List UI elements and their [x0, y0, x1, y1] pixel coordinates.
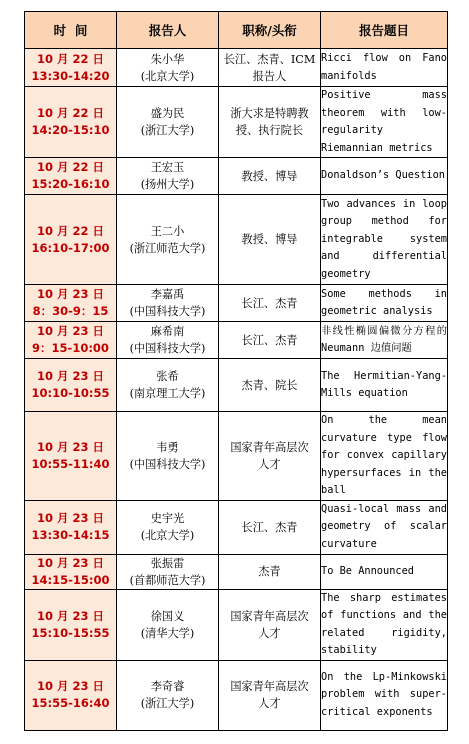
speaker-position: 报告人	[252, 69, 287, 83]
session-time-cell	[25, 195, 117, 285]
position-cell	[219, 49, 321, 87]
speaker-position: 教授、博导	[241, 233, 298, 246]
table-row	[25, 412, 448, 501]
session-date: 10 月 22 日	[36, 223, 105, 238]
session-time-cell	[25, 322, 117, 359]
talk-title-cell	[321, 660, 448, 730]
session-date: 10 月 23 日	[36, 287, 105, 301]
speaker-position: 人才	[258, 457, 281, 471]
session-time: 14:15-15:00	[31, 572, 110, 587]
speaker-cell	[117, 87, 219, 158]
speaker-name: 王宏玉	[150, 161, 185, 174]
speaker-position: 国家青年高层次	[230, 440, 309, 454]
talk-title-cell	[321, 589, 448, 660]
table-row	[25, 195, 448, 285]
session-time: 9：15-10:00	[32, 341, 109, 355]
talk-title: To Be Announced	[321, 564, 414, 577]
table-row	[25, 49, 448, 87]
talk-title-cell	[321, 554, 448, 589]
talk-title: Two advances in loop group method for integrable system and differential geometry	[321, 197, 447, 280]
talk-title: Quasi-local mass and geometry of scalar curvature	[321, 502, 447, 550]
speaker-position: 杰青	[258, 565, 281, 578]
talk-title-cell	[321, 412, 448, 501]
position-cell	[219, 195, 321, 285]
session-date: 10 月 22 日	[36, 106, 105, 120]
speaker-cell	[117, 500, 219, 554]
talk-title: Some methods in geometric analysis	[321, 287, 447, 317]
speaker-position: 长江、杰青	[241, 296, 298, 310]
session-time: 13:30-14:15	[31, 528, 110, 542]
speaker-cell	[117, 322, 219, 359]
table-row	[25, 589, 448, 660]
session-time-cell	[25, 554, 117, 589]
speaker-name: 朱小华	[150, 52, 185, 66]
session-time: 8：30-9：15	[32, 304, 109, 318]
speaker-affiliation: (北京大学)	[140, 69, 195, 83]
session-time: 15:55-16:40	[31, 696, 110, 710]
position-cell	[219, 554, 321, 589]
position-cell	[219, 87, 321, 158]
speaker-position: 长江、杰青	[241, 520, 298, 534]
speaker-name: 张振雷	[150, 556, 185, 570]
session-date: 10 月 23 日	[36, 555, 105, 570]
speaker-position: 杰青、院长	[241, 378, 298, 392]
position-cell	[219, 500, 321, 554]
speaker-cell	[117, 660, 219, 730]
speaker-position: 人才	[258, 697, 281, 710]
table-row	[25, 500, 448, 554]
header-title: 报告题目	[321, 12, 448, 49]
session-date: 10 月 23 日	[36, 679, 105, 693]
session-date: 10 月 23 日	[36, 324, 105, 338]
position-cell	[219, 158, 321, 195]
speaker-cell	[117, 49, 219, 87]
speaker-affiliation: (浙江师范大学)	[129, 241, 206, 255]
speaker-position: 授、执行院长	[235, 124, 304, 137]
talk-title: Ricci flow on Fano manifolds	[321, 52, 447, 82]
speaker-affiliation: (浙江大学)	[140, 697, 195, 710]
speaker-position: 国家青年高层次	[230, 609, 309, 623]
talk-title-cell	[321, 87, 448, 158]
talk-title: On the Lp-Minkowski problem with super-critical exponents	[321, 670, 447, 718]
talk-title: Positive mass theorem with low-regularity Riemannian metrics	[321, 89, 447, 154]
session-date: 10 月 23 日	[36, 369, 105, 383]
talk-title-cell	[321, 285, 448, 322]
table-row	[25, 660, 448, 730]
talk-title: The sharp estimates of functions and the related rigidity, stability	[321, 591, 447, 656]
speaker-cell	[117, 158, 219, 195]
header-speaker: 报告人	[117, 12, 219, 49]
speaker-affiliation: (北京大学)	[140, 529, 195, 542]
speaker-cell	[117, 554, 219, 589]
talk-title: The Hermitian-Yang-Mills equation	[321, 369, 447, 399]
talk-title-cell	[321, 322, 448, 359]
speaker-name: 李嘉禹	[150, 288, 185, 301]
talk-title-cell	[321, 158, 448, 195]
speaker-position: 教授、博导	[241, 169, 298, 183]
position-cell	[219, 285, 321, 322]
speaker-position: 国家青年高层次	[230, 680, 309, 693]
header-position: 职称/头衔	[219, 12, 321, 49]
session-time-cell	[25, 500, 117, 554]
speaker-affiliation: (首都师范大学)	[129, 573, 206, 587]
speaker-affiliation: (扬州大学)	[140, 178, 195, 191]
speaker-name: 徐国义	[150, 609, 185, 623]
header-row	[25, 12, 448, 49]
session-time-cell	[25, 285, 117, 322]
talk-title: Donaldson’s Question	[321, 169, 445, 182]
speaker-name: 麻希南	[150, 325, 185, 338]
speaker-affiliation: (清华大学)	[140, 626, 195, 640]
table-row	[25, 322, 448, 359]
speaker-position: 长江、杰青	[241, 333, 298, 347]
speaker-affiliation: (中国科技大学)	[129, 457, 206, 471]
talk-title: On the mean curvature type flow for convex capillary hypersurfaces in the ball	[321, 414, 447, 496]
talk-title-cell	[321, 49, 448, 87]
session-time-cell	[25, 359, 117, 412]
speaker-name: 王二小	[150, 224, 185, 238]
session-time-cell	[25, 158, 117, 195]
speaker-name: 张希	[156, 370, 179, 383]
session-date: 10 月 23 日	[36, 608, 105, 623]
table-row	[25, 285, 448, 322]
table-row	[25, 359, 448, 412]
speaker-cell	[117, 285, 219, 322]
session-time-cell	[25, 49, 117, 87]
position-cell	[219, 412, 321, 501]
session-time: 15:10-15:55	[31, 625, 110, 640]
speaker-affiliation: (南京理工大学)	[129, 387, 206, 400]
table-row	[25, 158, 448, 195]
speaker-affiliation: (中国科技大学)	[129, 342, 206, 355]
speaker-name: 李奇睿	[150, 680, 185, 693]
speaker-cell	[117, 412, 219, 501]
speaker-name: 史宇光	[150, 512, 185, 525]
position-cell	[219, 589, 321, 660]
session-time-cell	[25, 660, 117, 730]
schedule-table	[24, 11, 448, 731]
session-time-cell	[25, 412, 117, 501]
speaker-cell	[117, 589, 219, 660]
position-cell	[219, 359, 321, 412]
talk-title: 非线性椭圆偏微分方程的 Neumann 边值问题	[321, 324, 447, 354]
position-cell	[219, 660, 321, 730]
session-time: 16:10-17:00	[31, 240, 110, 255]
session-date: 10 月 23 日	[36, 439, 105, 454]
speaker-position: 浙大求是特聘教	[230, 107, 309, 120]
speaker-cell	[117, 359, 219, 412]
session-time: 10:10-10:55	[31, 386, 110, 400]
speaker-position: 长江、杰青、ICM	[223, 52, 316, 66]
session-time: 14:20-15:10	[31, 123, 110, 137]
talk-title-cell	[321, 195, 448, 285]
session-date: 10 月 22 日	[36, 160, 105, 174]
session-time-cell	[25, 589, 117, 660]
table-row	[25, 554, 448, 589]
speaker-name: 韦勇	[156, 440, 179, 454]
speaker-affiliation: (浙江大学)	[140, 124, 195, 137]
speaker-affiliation: (中国科技大学)	[129, 305, 206, 318]
session-time-cell	[25, 87, 117, 158]
speaker-cell	[117, 195, 219, 285]
table-row	[25, 87, 448, 158]
speaker-position: 人才	[258, 626, 281, 640]
talk-title-cell	[321, 359, 448, 412]
session-date: 10 月 23 日	[36, 511, 105, 525]
talk-title-cell	[321, 500, 448, 554]
header-time: 时 间	[25, 12, 117, 49]
position-cell	[219, 322, 321, 359]
session-time: 15:20-16:10	[31, 177, 110, 191]
session-date: 10 月 22 日	[36, 51, 105, 66]
session-time: 13:30-14:20	[31, 68, 110, 83]
session-time: 10:55-11:40	[31, 456, 110, 471]
speaker-name: 盛为民	[150, 107, 185, 120]
